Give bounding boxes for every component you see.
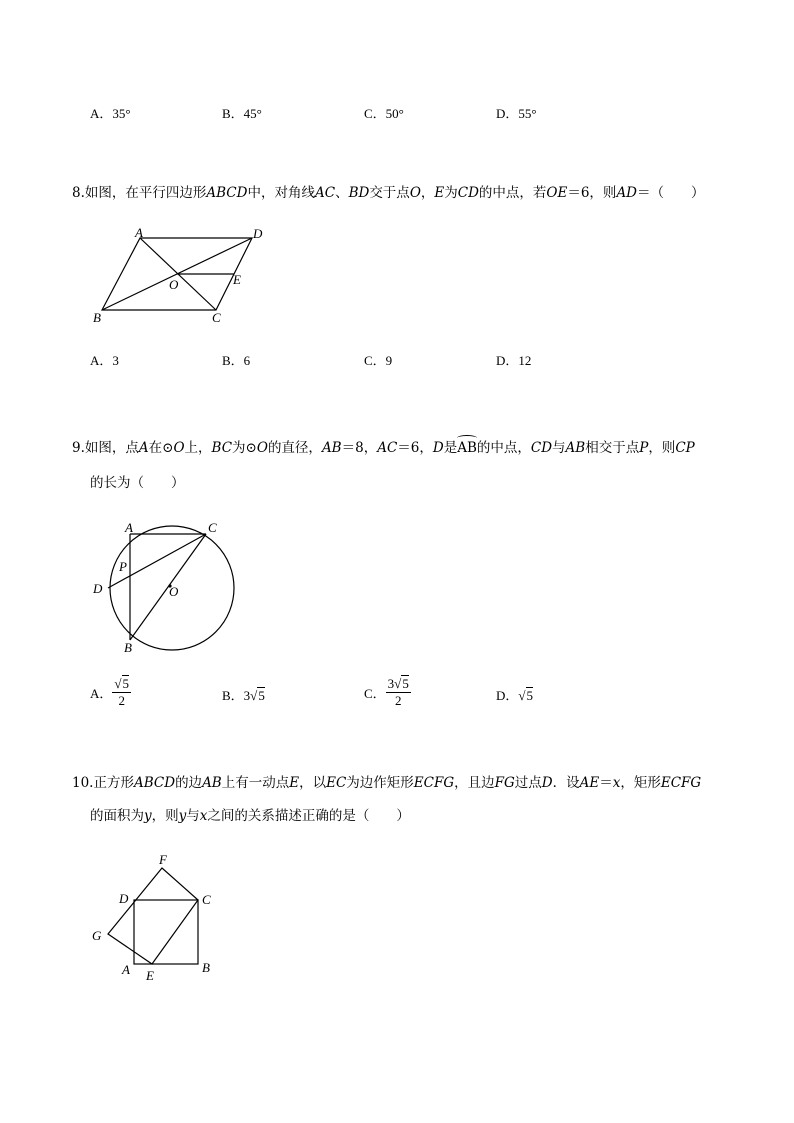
- q8-parallelogram-figure: [88, 222, 278, 328]
- q10-square-figure: [86, 850, 226, 985]
- q8-label-o: O: [169, 277, 179, 292]
- q9-stem-line2: 的长为（ ）: [90, 475, 185, 491]
- q10-stem-line2: 的面积为y，则y与x之间的关系描述正确的是（ ）: [90, 808, 410, 824]
- q8-option-d: D．12: [496, 353, 532, 368]
- q9-label-c: C: [208, 520, 217, 535]
- q8-label-b: B: [93, 310, 101, 325]
- q10-label-a: A: [122, 962, 130, 977]
- q10-label-f: F: [159, 852, 167, 867]
- q8-option-c: C．9: [364, 353, 393, 368]
- q7-option-c: C．50°: [364, 106, 404, 121]
- q9-label-p: P: [119, 559, 127, 574]
- q8-label-c: C: [212, 310, 221, 325]
- q8-label-d: D: [253, 226, 263, 241]
- q9-arc-ab: AB: [457, 440, 477, 456]
- q10-label-d: D: [119, 891, 129, 906]
- q9-label-o: O: [169, 584, 179, 599]
- q9-circle-figure: [88, 518, 248, 658]
- q10-rectangle-ecfg: [108, 868, 198, 964]
- q10-label-b: B: [202, 960, 210, 975]
- q10-label-c: C: [202, 892, 211, 907]
- q8-option-a: A．3: [90, 353, 119, 368]
- q10-label-e: E: [146, 968, 154, 983]
- q9-label-a: A: [125, 520, 133, 535]
- q9-label-d: D: [93, 581, 103, 596]
- q7-option-b: B．45°: [222, 106, 262, 121]
- q8-option-b: B．6: [222, 353, 251, 368]
- q9-option-a: A． $\frac{√5}{2}$: [90, 676, 130, 708]
- q8-label-e: E: [233, 272, 241, 287]
- q10-label-g: G: [92, 928, 102, 943]
- q9-option-d: D．√5: [496, 688, 534, 703]
- q9-diameter-bc: [130, 534, 206, 640]
- q7-option-d: D．55°: [496, 106, 537, 121]
- q9-option-c: C． $\frac{3√5}{2}$: [364, 676, 409, 708]
- q10-square-abcd: [134, 900, 198, 964]
- q9-stem: 9.如图，点A在⊙O上，BC为⊙O的直径，AB＝8，AC＝6，D是AB的中点，CD与AB相交于点P，则CP: [72, 440, 695, 456]
- q7-option-a: A．35°: [90, 106, 131, 121]
- q8-label-a: A: [135, 225, 143, 240]
- q8-stem: 8.如图，在平行四边形ABCD中，对角线AC、BD交于点O，E为CD的中点，若OE＝6，则AD＝（ ）: [72, 185, 705, 201]
- q10-stem: 10.正方形ABCD的边AB上有一动点E，以EC为边作矩形ECFG，且边FG过点D．设AE＝x，矩形ECFG: [72, 775, 702, 791]
- q9-option-b: B．3√5: [222, 688, 265, 703]
- q9-label-b: B: [124, 640, 132, 655]
